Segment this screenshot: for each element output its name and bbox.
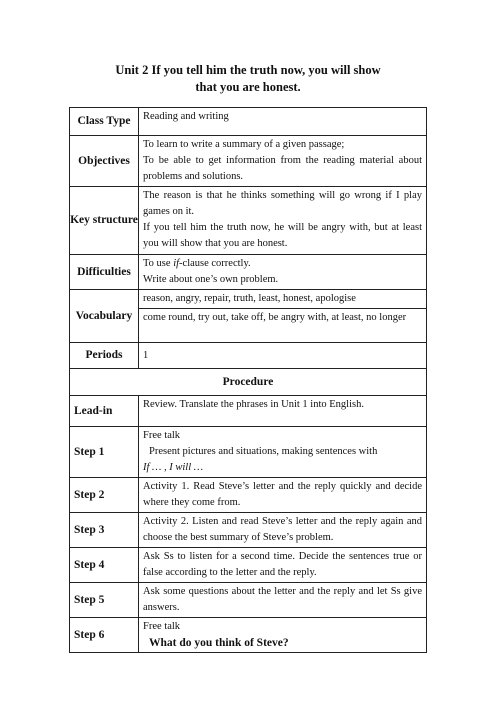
row-class-type [70, 108, 427, 136]
step1-line-3: If … , I will … [143, 462, 204, 473]
step6-line-1: Free talk [143, 621, 181, 632]
row-periods [70, 343, 427, 369]
label-step2: Step 2 [70, 478, 139, 513]
document-title-line1: Unit 2 If you tell him the truth now, you will show [115, 63, 381, 77]
label-step5: Step 5 [70, 583, 139, 618]
row-difficulties [70, 255, 427, 290]
value-step5: Ask some questions about the letter and the reply and let Ss give answers. [139, 583, 427, 618]
label-key-structure: Key structure [70, 187, 139, 255]
row-step2 [70, 478, 427, 513]
row-step3 [70, 513, 427, 548]
row-key-structure [70, 187, 427, 255]
difficulties-line-1 [143, 256, 422, 272]
row-lead-in [70, 396, 427, 427]
value-step3: Activity 2. Listen and read Steve’s letter and the reply again and choose the best summary of Steve’s problem. [139, 513, 427, 548]
difficulties-line-1-if: if [173, 258, 180, 269]
label-step3: Step 3 [70, 513, 139, 548]
value-step4: Ask Ss to listen for a second time. Decide the sentences true or false according to the letter and the reply. [139, 548, 427, 583]
row-step6 [70, 618, 427, 653]
key-structure-line-1: The reason is that he thinks something will go wrong if I play games on it. [143, 190, 422, 217]
step1-line-2: Present pictures and situations, making sentences with [149, 446, 378, 457]
value-vocabulary-words: reason, angry, repair, truth, least, honest, apologise [139, 290, 427, 309]
row-step5 [70, 583, 427, 618]
row-objectives [70, 136, 427, 187]
value-difficulties [139, 255, 427, 290]
objectives-line-1: To learn to write a summary of a given passage; [143, 139, 345, 150]
step1-line-1: Free talk [143, 430, 181, 441]
value-step6 [139, 618, 427, 653]
label-difficulties: Difficulties [70, 255, 139, 290]
label-step1: Step 1 [70, 427, 139, 478]
value-step2: Activity 1. Read Steve’s letter and the reply quickly and decide where they come from. [139, 478, 427, 513]
value-objectives [139, 136, 427, 187]
objectives-line-2: To be able to get information from the reading material about problems and solutions. [143, 155, 422, 182]
row-step1 [70, 427, 427, 478]
value-vocabulary-phrases: come round, try out, take off, be angry with, at least, no longer [139, 309, 427, 343]
label-step4: Step 4 [70, 548, 139, 583]
label-vocabulary: Vocabulary [70, 290, 139, 343]
procedure-heading: Procedure [70, 369, 427, 396]
row-step4 [70, 548, 427, 583]
difficulties-line-1-pre: To use [143, 258, 174, 269]
value-periods: 1 [139, 343, 427, 369]
document-title-line2: that you are honest. [195, 80, 301, 94]
lesson-plan-table [69, 107, 427, 653]
label-class-type: Class Type [70, 108, 139, 136]
label-periods: Periods [70, 343, 139, 369]
row-procedure [70, 369, 427, 396]
label-objectives: Objectives [70, 136, 139, 187]
value-lead-in: Review. Translate the phrases in Unit 1 into English. [139, 396, 427, 427]
value-key-structure [139, 187, 427, 255]
step6-line-2: What do you think of Steve? [149, 637, 289, 649]
label-lead-in: Lead-in [70, 396, 139, 427]
value-class-type: Reading and writing [139, 108, 427, 136]
label-step6: Step 6 [70, 618, 139, 653]
difficulties-line-2: Write about one’s own problem. [143, 274, 279, 285]
key-structure-line-2: If you tell him the truth now, he will be angry with, but at least you will show that you are honest. [143, 222, 422, 249]
row-vocabulary-words [70, 290, 427, 309]
difficulties-line-1-post: -clause correctly. [179, 258, 251, 269]
value-step1 [139, 427, 427, 478]
